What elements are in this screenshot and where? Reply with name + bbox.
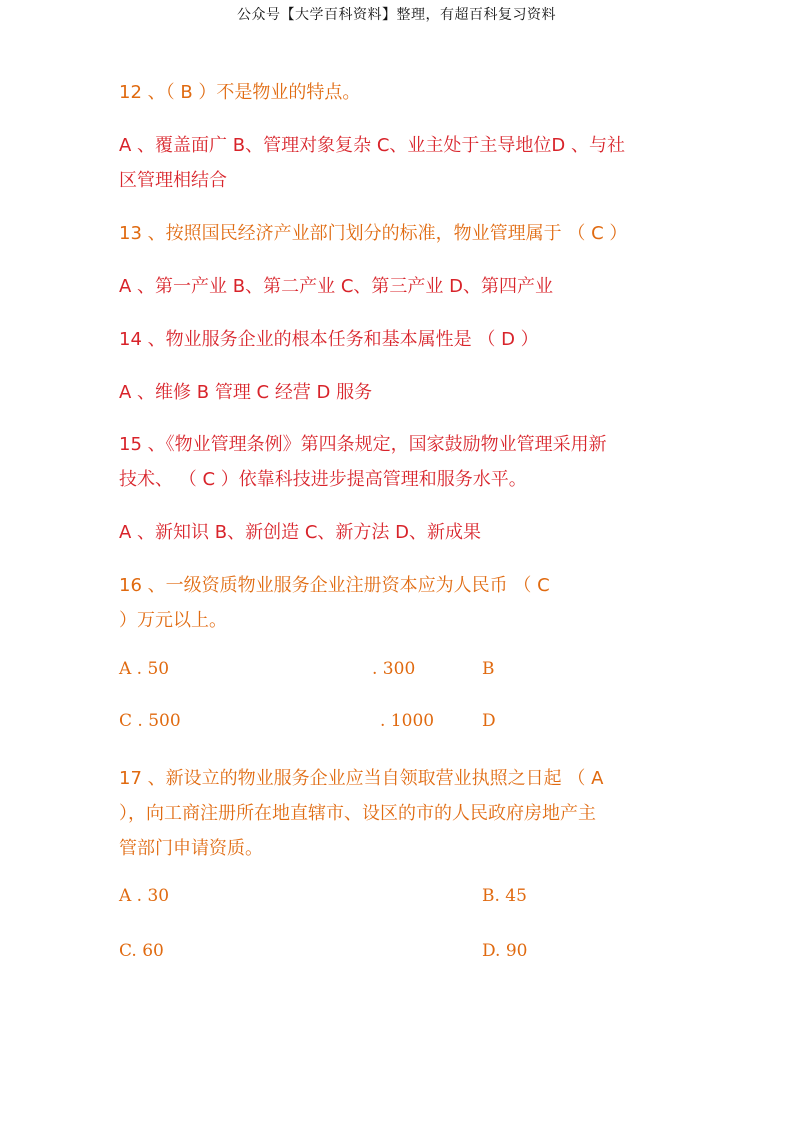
q17-option-b: B. 45 xyxy=(482,886,527,906)
q16-option-d-label: D xyxy=(482,711,496,731)
q17-option-c: C. 60 xyxy=(119,941,164,961)
question-16-line2: ）万元以上。 xyxy=(119,610,227,631)
q17-option-a: A . 30 xyxy=(119,886,170,906)
q16-option-1000: . 1000 xyxy=(380,711,435,731)
q16-option-c: C . 500 xyxy=(119,711,181,731)
q17-option-d: D. 90 xyxy=(482,941,528,961)
question-12-options-line1: A 、覆盖面广 B、管理对象复杂 C、业主处于主导地位D 、与社 xyxy=(119,135,625,156)
question-15-line2: 技术、 （ C ）依靠科技进步提高管理和服务水平。 xyxy=(119,469,527,490)
question-13: 13 、按照国民经济产业部门划分的标准，物业管理属于 （ C ） xyxy=(119,223,628,244)
question-17-line3: 管部门申请资质。 xyxy=(119,838,263,859)
question-14-options: A 、维修 B 管理 C 经营 D 服务 xyxy=(119,382,373,403)
question-14: 14 、物业服务企业的根本任务和基本属性是 （ D ） xyxy=(119,329,539,350)
question-16-line1: 16 、一级资质物业服务企业注册资本应为人民币 （ C xyxy=(119,575,550,596)
question-15-options: A 、新知识 B、新创造 C、新方法 D、新成果 xyxy=(119,522,481,543)
question-17-line1: 17 、新设立的物业服务企业应当自领取营业执照之日起 （ A xyxy=(119,768,604,789)
q16-option-b-label: B xyxy=(482,659,495,679)
page-header: 公众号【大学百科资料】整理，有超百科复习资料 xyxy=(237,7,556,23)
question-13-options: A 、第一产业 B、第二产业 C、第三产业 D、第四产业 xyxy=(119,276,553,297)
question-12-options-line2: 区管理相结合 xyxy=(119,170,227,191)
q16-option-300: . 300 xyxy=(372,659,416,679)
question-12: 12 、（ B ）不是物业的特点。 xyxy=(119,82,361,103)
q16-option-a: A . 50 xyxy=(119,659,170,679)
question-17-line2: ），向工商注册所在地直辖市、设区的市的人民政府房地产主 xyxy=(119,803,596,824)
question-15-line1: 15 、《物业管理条例》第四条规定，国家鼓励物业管理采用新 xyxy=(119,434,607,455)
